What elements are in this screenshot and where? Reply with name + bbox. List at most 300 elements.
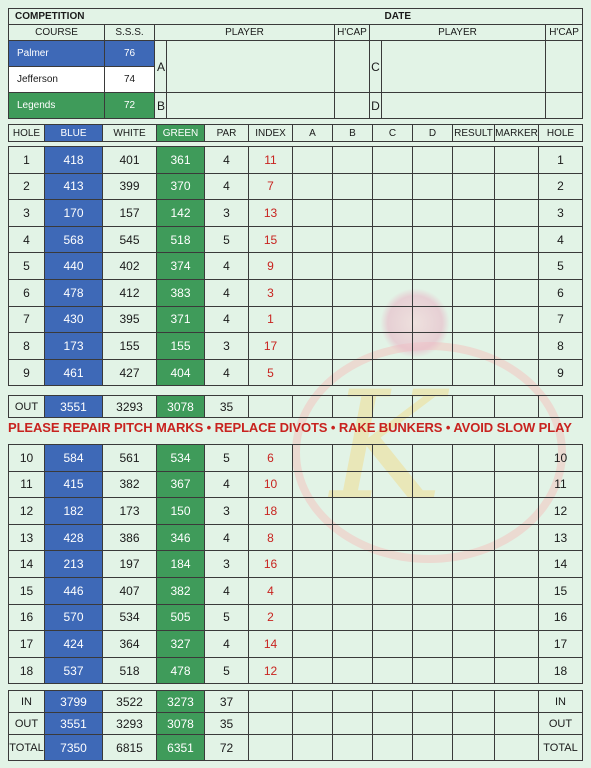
hole-number: 1	[9, 147, 45, 174]
col-marker: MARKER	[495, 125, 539, 142]
col-index: INDEX	[249, 125, 293, 142]
par-value: 4	[205, 359, 249, 386]
stroke-index: 6	[249, 445, 293, 472]
total-green: 6351	[157, 735, 205, 761]
total-label: IN	[9, 691, 45, 713]
marker-cell[interactable]	[495, 524, 539, 551]
marker-cell[interactable]	[495, 253, 539, 280]
score-c[interactable]	[373, 604, 413, 631]
total-c[interactable]	[373, 735, 413, 761]
white-yardage: 157	[103, 200, 157, 227]
competition-label: COMPETITION	[9, 9, 335, 25]
hole-number: 3	[9, 200, 45, 227]
score-d[interactable]	[413, 498, 453, 525]
green-yardage: 142	[157, 200, 205, 227]
total-result[interactable]	[453, 396, 495, 418]
result-cell[interactable]	[453, 200, 495, 227]
score-d[interactable]	[413, 471, 453, 498]
total-b[interactable]	[333, 691, 373, 713]
sss-legends: 72	[105, 93, 155, 119]
score-d[interactable]	[413, 445, 453, 472]
score-a[interactable]	[293, 577, 333, 604]
course-label: COURSE	[9, 25, 105, 41]
blue-yardage: 478	[45, 279, 103, 306]
blue-yardage: 428	[45, 524, 103, 551]
par-value: 3	[205, 333, 249, 360]
score-c[interactable]	[373, 498, 413, 525]
green-yardage: 327	[157, 631, 205, 658]
hole-row	[9, 279, 583, 306]
hole-row	[9, 471, 583, 498]
score-b[interactable]	[333, 471, 373, 498]
total-green: 3273	[157, 691, 205, 713]
back-nine-table	[8, 444, 583, 684]
score-a[interactable]	[293, 498, 333, 525]
total-a[interactable]	[293, 735, 333, 761]
score-a[interactable]	[293, 306, 333, 333]
total-result[interactable]	[453, 691, 495, 713]
result-cell[interactable]	[453, 604, 495, 631]
score-a[interactable]	[293, 279, 333, 306]
stroke-index: 1	[249, 306, 293, 333]
front-nine-table	[8, 146, 583, 386]
total-c[interactable]	[373, 713, 413, 735]
result-cell[interactable]	[453, 306, 495, 333]
result-cell[interactable]	[453, 333, 495, 360]
stroke-index: 10	[249, 471, 293, 498]
in-total-row	[9, 691, 583, 713]
score-d[interactable]	[413, 200, 453, 227]
marker-cell[interactable]	[495, 604, 539, 631]
result-cell[interactable]	[453, 359, 495, 386]
hole-number-right: 12	[539, 498, 583, 525]
total-d[interactable]	[413, 713, 453, 735]
total-d[interactable]	[413, 396, 453, 418]
competition-header	[8, 8, 583, 119]
total-blue: 7350	[45, 735, 103, 761]
score-c[interactable]	[373, 657, 413, 684]
score-b[interactable]	[333, 577, 373, 604]
score-c[interactable]	[373, 524, 413, 551]
blue-yardage: 568	[45, 226, 103, 253]
total-label: TOTAL	[9, 735, 45, 761]
score-b[interactable]	[333, 498, 373, 525]
marker-cell[interactable]	[495, 471, 539, 498]
score-a[interactable]	[293, 333, 333, 360]
green-yardage: 367	[157, 471, 205, 498]
player-b-name[interactable]	[167, 93, 335, 119]
marker-cell[interactable]	[495, 279, 539, 306]
stroke-index: 16	[249, 551, 293, 578]
hole-number: 18	[9, 657, 45, 684]
score-b[interactable]	[333, 359, 373, 386]
player-c-name[interactable]	[382, 41, 546, 93]
marker-cell[interactable]	[495, 200, 539, 227]
marker-cell[interactable]	[495, 657, 539, 684]
blue-yardage: 170	[45, 200, 103, 227]
stroke-index: 17	[249, 333, 293, 360]
green-yardage: 382	[157, 577, 205, 604]
score-d[interactable]	[413, 173, 453, 200]
blue-yardage: 430	[45, 306, 103, 333]
white-yardage: 412	[103, 279, 157, 306]
col-blue: BLUE	[45, 125, 103, 142]
total-a[interactable]	[293, 396, 333, 418]
blue-yardage: 584	[45, 445, 103, 472]
hole-row	[9, 498, 583, 525]
marker-cell[interactable]	[495, 631, 539, 658]
green-yardage: 361	[157, 147, 205, 174]
hole-number-right: 18	[539, 657, 583, 684]
blue-yardage: 415	[45, 471, 103, 498]
hole-row	[9, 253, 583, 280]
course-name-jefferson: Jefferson	[9, 67, 105, 93]
blue-yardage: 418	[45, 147, 103, 174]
score-d[interactable]	[413, 604, 453, 631]
white-yardage: 155	[103, 333, 157, 360]
score-c[interactable]	[373, 200, 413, 227]
stroke-index: 3	[249, 279, 293, 306]
par-value: 4	[205, 471, 249, 498]
total-marker[interactable]	[495, 713, 539, 735]
hole-number-right: 2	[539, 173, 583, 200]
total-blue: 3551	[45, 396, 103, 418]
par-value: 4	[205, 173, 249, 200]
col-b: B	[333, 125, 373, 142]
score-d[interactable]	[413, 253, 453, 280]
col-result: RESULT	[453, 125, 495, 142]
marker-cell[interactable]	[495, 498, 539, 525]
score-d[interactable]	[413, 333, 453, 360]
score-b[interactable]	[333, 173, 373, 200]
score-a[interactable]	[293, 253, 333, 280]
score-a[interactable]	[293, 657, 333, 684]
player-b-hcap[interactable]	[335, 93, 370, 119]
total-b[interactable]	[333, 735, 373, 761]
total-par: 72	[205, 735, 249, 761]
score-b[interactable]	[333, 604, 373, 631]
total-marker[interactable]	[495, 691, 539, 713]
blue-yardage: 173	[45, 333, 103, 360]
hcap-label-right: H'CAP	[546, 25, 583, 41]
blue-yardage: 424	[45, 631, 103, 658]
score-c[interactable]	[373, 445, 413, 472]
score-b[interactable]	[333, 524, 373, 551]
marker-cell[interactable]	[495, 359, 539, 386]
white-yardage: 395	[103, 306, 157, 333]
blue-yardage: 440	[45, 253, 103, 280]
hole-number: 11	[9, 471, 45, 498]
score-a[interactable]	[293, 147, 333, 174]
result-cell[interactable]	[453, 551, 495, 578]
hole-number-right: 15	[539, 577, 583, 604]
result-cell[interactable]	[453, 498, 495, 525]
score-c[interactable]	[373, 147, 413, 174]
result-cell[interactable]	[453, 253, 495, 280]
result-cell[interactable]	[453, 147, 495, 174]
par-value: 3	[205, 200, 249, 227]
marker-cell[interactable]	[495, 306, 539, 333]
score-d[interactable]	[413, 226, 453, 253]
score-c[interactable]	[373, 253, 413, 280]
hole-row	[9, 200, 583, 227]
marker-cell[interactable]	[495, 577, 539, 604]
hole-number-right: 6	[539, 279, 583, 306]
result-cell[interactable]	[453, 173, 495, 200]
hole-number: 7	[9, 306, 45, 333]
score-b[interactable]	[333, 306, 373, 333]
result-cell[interactable]	[453, 524, 495, 551]
marker-cell[interactable]	[495, 551, 539, 578]
score-b[interactable]	[333, 279, 373, 306]
hole-number-right: 3	[539, 200, 583, 227]
total-d[interactable]	[413, 735, 453, 761]
totals-table	[8, 690, 583, 761]
col-green: GREEN	[157, 125, 205, 142]
score-c[interactable]	[373, 551, 413, 578]
total-d[interactable]	[413, 691, 453, 713]
par-value: 4	[205, 577, 249, 604]
score-a[interactable]	[293, 551, 333, 578]
score-d[interactable]	[413, 279, 453, 306]
total-green: 3078	[157, 396, 205, 418]
score-a[interactable]	[293, 359, 333, 386]
score-c[interactable]	[373, 359, 413, 386]
total-blue: 3799	[45, 691, 103, 713]
score-a[interactable]	[293, 226, 333, 253]
score-b[interactable]	[333, 445, 373, 472]
score-a[interactable]	[293, 471, 333, 498]
total-par: 35	[205, 713, 249, 735]
stroke-index: 9	[249, 253, 293, 280]
green-yardage: 370	[157, 173, 205, 200]
blue-yardage: 461	[45, 359, 103, 386]
score-c[interactable]	[373, 471, 413, 498]
total-label: OUT	[9, 396, 45, 418]
score-a[interactable]	[293, 524, 333, 551]
hole-row	[9, 657, 583, 684]
hole-number: 8	[9, 333, 45, 360]
green-yardage: 518	[157, 226, 205, 253]
score-a[interactable]	[293, 445, 333, 472]
green-yardage: 374	[157, 253, 205, 280]
total-index-blank	[249, 735, 293, 761]
white-yardage: 545	[103, 226, 157, 253]
stroke-index: 13	[249, 200, 293, 227]
total-result[interactable]	[453, 713, 495, 735]
player-label-left: PLAYER	[155, 25, 335, 41]
par-value: 4	[205, 253, 249, 280]
par-value: 3	[205, 551, 249, 578]
green-yardage: 184	[157, 551, 205, 578]
score-a[interactable]	[293, 631, 333, 658]
date-label: DATE	[335, 9, 583, 25]
hole-row	[9, 226, 583, 253]
hcap-label-left: H'CAP	[335, 25, 370, 41]
course-etiquette-slogan: PLEASE REPAIR PITCH MARKS • REPLACE DIVOTS • RAKE BUNKERS • AVOID SLOW PLAY	[8, 420, 572, 435]
hole-row	[9, 333, 583, 360]
result-cell[interactable]	[453, 226, 495, 253]
col-white: WHITE	[103, 125, 157, 142]
white-yardage: 173	[103, 498, 157, 525]
column-header-row	[8, 124, 583, 142]
score-b[interactable]	[333, 551, 373, 578]
total-label-right: IN	[539, 691, 583, 713]
score-d[interactable]	[413, 657, 453, 684]
total-marker[interactable]	[495, 396, 539, 418]
score-c[interactable]	[373, 279, 413, 306]
hole-row	[9, 306, 583, 333]
score-d[interactable]	[413, 551, 453, 578]
total-b[interactable]	[333, 396, 373, 418]
stroke-index: 12	[249, 657, 293, 684]
score-c[interactable]	[373, 226, 413, 253]
score-b[interactable]	[333, 147, 373, 174]
hole-number: 4	[9, 226, 45, 253]
total-label-right	[539, 396, 583, 418]
total-result[interactable]	[453, 735, 495, 761]
player-letter-b: B	[155, 93, 167, 119]
score-d[interactable]	[413, 577, 453, 604]
marker-cell[interactable]	[495, 147, 539, 174]
white-yardage: 386	[103, 524, 157, 551]
blue-yardage: 413	[45, 173, 103, 200]
hole-number-right: 14	[539, 551, 583, 578]
score-c[interactable]	[373, 306, 413, 333]
total-c[interactable]	[373, 396, 413, 418]
score-a[interactable]	[293, 604, 333, 631]
sss-palmer: 76	[105, 41, 155, 67]
par-value: 5	[205, 445, 249, 472]
white-yardage: 382	[103, 471, 157, 498]
total-a[interactable]	[293, 713, 333, 735]
total-c[interactable]	[373, 691, 413, 713]
hole-row	[9, 551, 583, 578]
player-c-hcap[interactable]	[546, 41, 583, 93]
hole-row	[9, 577, 583, 604]
col-par: PAR	[205, 125, 249, 142]
club-logo-letter: K	[330, 360, 443, 534]
total-blue: 3551	[45, 713, 103, 735]
white-yardage: 561	[103, 445, 157, 472]
score-d[interactable]	[413, 524, 453, 551]
col-c: C	[373, 125, 413, 142]
score-c[interactable]	[373, 577, 413, 604]
score-d[interactable]	[413, 631, 453, 658]
hole-row	[9, 524, 583, 551]
white-yardage: 401	[103, 147, 157, 174]
result-cell[interactable]	[453, 445, 495, 472]
marker-cell[interactable]	[495, 173, 539, 200]
player-a-hcap[interactable]	[335, 41, 370, 93]
score-d[interactable]	[413, 359, 453, 386]
blue-yardage: 213	[45, 551, 103, 578]
result-cell[interactable]	[453, 577, 495, 604]
score-c[interactable]	[373, 173, 413, 200]
score-b[interactable]	[333, 631, 373, 658]
total-par: 35	[205, 396, 249, 418]
par-value: 4	[205, 279, 249, 306]
hole-number: 17	[9, 631, 45, 658]
score-c[interactable]	[373, 631, 413, 658]
par-value: 3	[205, 498, 249, 525]
par-value: 5	[205, 657, 249, 684]
hole-number-right: 4	[539, 226, 583, 253]
result-cell[interactable]	[453, 631, 495, 658]
col-d: D	[413, 125, 453, 142]
total-label: OUT	[9, 713, 45, 735]
score-b[interactable]	[333, 226, 373, 253]
score-a[interactable]	[293, 200, 333, 227]
white-yardage: 364	[103, 631, 157, 658]
hole-number-right: 16	[539, 604, 583, 631]
score-b[interactable]	[333, 657, 373, 684]
score-b[interactable]	[333, 253, 373, 280]
stroke-index: 14	[249, 631, 293, 658]
blue-yardage: 446	[45, 577, 103, 604]
stroke-index: 8	[249, 524, 293, 551]
player-letter-d: D	[370, 93, 382, 119]
par-value: 4	[205, 631, 249, 658]
white-yardage: 407	[103, 577, 157, 604]
hole-row	[9, 147, 583, 174]
total-b[interactable]	[333, 713, 373, 735]
white-yardage: 518	[103, 657, 157, 684]
score-d[interactable]	[413, 147, 453, 174]
course-name-legends: Legends	[9, 93, 105, 119]
total-a[interactable]	[293, 691, 333, 713]
score-d[interactable]	[413, 306, 453, 333]
total-marker[interactable]	[495, 735, 539, 761]
total-label-right: TOTAL	[539, 735, 583, 761]
score-b[interactable]	[333, 200, 373, 227]
score-b[interactable]	[333, 333, 373, 360]
marker-cell[interactable]	[495, 226, 539, 253]
player-a-name[interactable]	[167, 41, 335, 93]
stroke-index: 4	[249, 577, 293, 604]
green-yardage: 155	[157, 333, 205, 360]
col-a: A	[293, 125, 333, 142]
total-white: 3522	[103, 691, 157, 713]
white-yardage: 197	[103, 551, 157, 578]
marker-cell[interactable]	[495, 445, 539, 472]
stroke-index: 15	[249, 226, 293, 253]
blue-yardage: 537	[45, 657, 103, 684]
result-cell[interactable]	[453, 657, 495, 684]
player-d-name[interactable]	[382, 93, 546, 119]
col-hole-right: HOLE	[539, 125, 583, 142]
out-row	[9, 396, 583, 418]
score-c[interactable]	[373, 333, 413, 360]
marker-cell[interactable]	[495, 333, 539, 360]
par-value: 4	[205, 524, 249, 551]
result-cell[interactable]	[453, 279, 495, 306]
white-yardage: 427	[103, 359, 157, 386]
total-par: 37	[205, 691, 249, 713]
blue-yardage: 182	[45, 498, 103, 525]
score-a[interactable]	[293, 173, 333, 200]
hole-number-right: 9	[539, 359, 583, 386]
par-value: 4	[205, 147, 249, 174]
result-cell[interactable]	[453, 471, 495, 498]
hole-number-right: 17	[539, 631, 583, 658]
player-d-hcap[interactable]	[546, 93, 583, 119]
player-letter-c: C	[370, 41, 382, 93]
hole-row	[9, 631, 583, 658]
white-yardage: 402	[103, 253, 157, 280]
course-name-palmer: Palmer	[9, 41, 105, 67]
sss-label: S.S.S.	[105, 25, 155, 41]
